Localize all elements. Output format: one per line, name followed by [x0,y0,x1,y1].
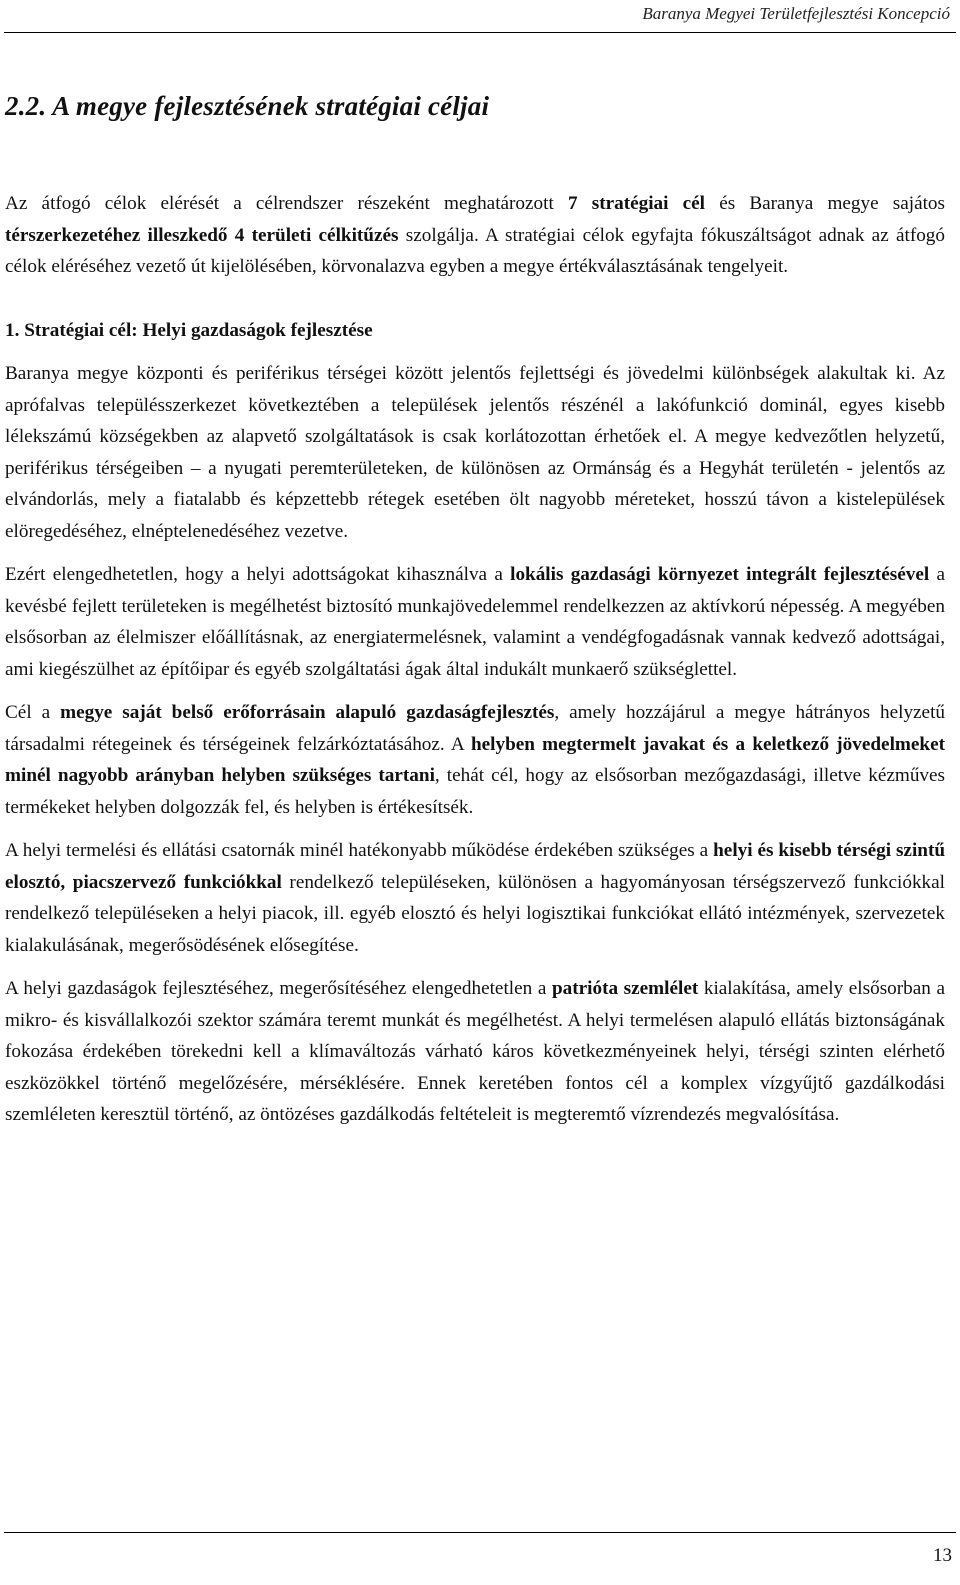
intro-paragraph: Az átfogó célok elérését a célrendszer részeként meghatározott 7 stratégiai cél és Baranya megye sajátos térszerkezetéhez illeszkedő 4 területi célkitűzés szolgálja. A stratégiai célok egyfajta fókuszáltságot adnak az átfogó célok eléréséhez vezető út kijelölésében, körvonalazva egyben a megye értékválasztásának tengelyeit. [5,193,945,277]
body-paragraph-1: Baranya megye központi és periférikus térségei között jelentős fejlettségi és jövedelmi különbségek alakultak ki. Az aprófalvas településszerkezet következtében a települések jelentős részénél a lakófunkció dominál, egyes kisebb lélekszámú községekben az alapvető szolgáltatások is csak korlátozottan érhetőek el. A megye kedvezőtlen helyzetű, periférikus térségeiben – a nyugati peremterületeken, de különösen az Ormánság és a Hegyhát területén - jelentős az elvándorlás, mely a fiatalabb és képzettebb rétegek esetében ölt nagyobb méreteket, hosszú távon a kistelepülések elöregedéséhez, elnéptelenedéséhez vezetve. [5,363,945,542]
page-number: 13 [933,1545,952,1566]
body-paragraph-5: A helyi gazdaságok fejlesztéséhez, megerősítéséhez elengedhetetlen a patrióta szemlélet kialakítása, amely elsősorban a mikro- és kisvállalkozói szektor számára teremt munkát és megélhetést. A helyi termelésen alapuló ellátás biztonságának fokozása érdekében törekedni kell a klímaváltozás várható káros következményeinek helyi, térségi szinten elérhető eszközökkel történő megelőzésére, mérséklésére. Ennek keretében fontos cél a komplex vízgyűjtő gazdálkodási szemléleten keresztül történő, az öntözéses gazdálkodás feltételeit is megteremtő vízrendezés megvalósítása. [5,978,945,1125]
running-header: Baranya Megyei Területfejlesztési Koncepció [642,4,950,23]
body-paragraph-4: A helyi termelési és ellátási csatornák minél hatékonyabb működése érdekében szükséges a helyi és kisebb térségi szintű elosztó, piacszervező funkciókkal rendelkező településeken, különösen a hagyományosan térségszervező funkciókkal rendelkező településeken a helyi piacok, ill. egyéb elosztó és helyi logisztikai funkciókat ellátó intézmények, szervezetek kialakulásának, megerősödésének elősegítése. [5,840,946,956]
subsection-heading: 1. Stratégiai cél: Helyi gazdaságok fejlesztése [5,319,373,341]
body-paragraph-2: Ezért elengedhetetlen, hogy a helyi adottságokat kihasználva a lokális gazdasági környezet integrált fejlesztésével a kevésbé fejlett területeken is megélhetést biztosító munkajövedelemmel rendelkezzen az aktívkorú népesség. A megyében elsősorban az élelmiszer előállításnak, az energiatermelésnek, valamint a vendégfogadásnak vannak kedvező adottságai, ami kiegészülhet az építőipar és egyéb szolgáltatási ágak által indukált munkaerő szükséglettel. [5,564,945,680]
footer-rule [4,1532,956,1533]
section-heading: 2.2. A megye fejlesztésének stratégiai céljai [5,91,490,121]
header-rule [4,32,956,33]
document-body [5,188,945,1131]
body-paragraph-3: Cél a megye saját belső erőforrásain alapuló gazdaságfejlesztés, amely hozzájárul a megye hátrányos helyzetű társadalmi rétegeinek és térségeinek felzárkóztatásához. A helyben megtermelt javakat és a keletkező jövedelmeket minél nagyobb arányban helyben szükséges tartani, tehát cél, hogy az elsősorban mezőgazdasági, illetve kézműves termékeket helyben dolgozzák fel, és helyben is értékesítsék. [5,702,946,818]
